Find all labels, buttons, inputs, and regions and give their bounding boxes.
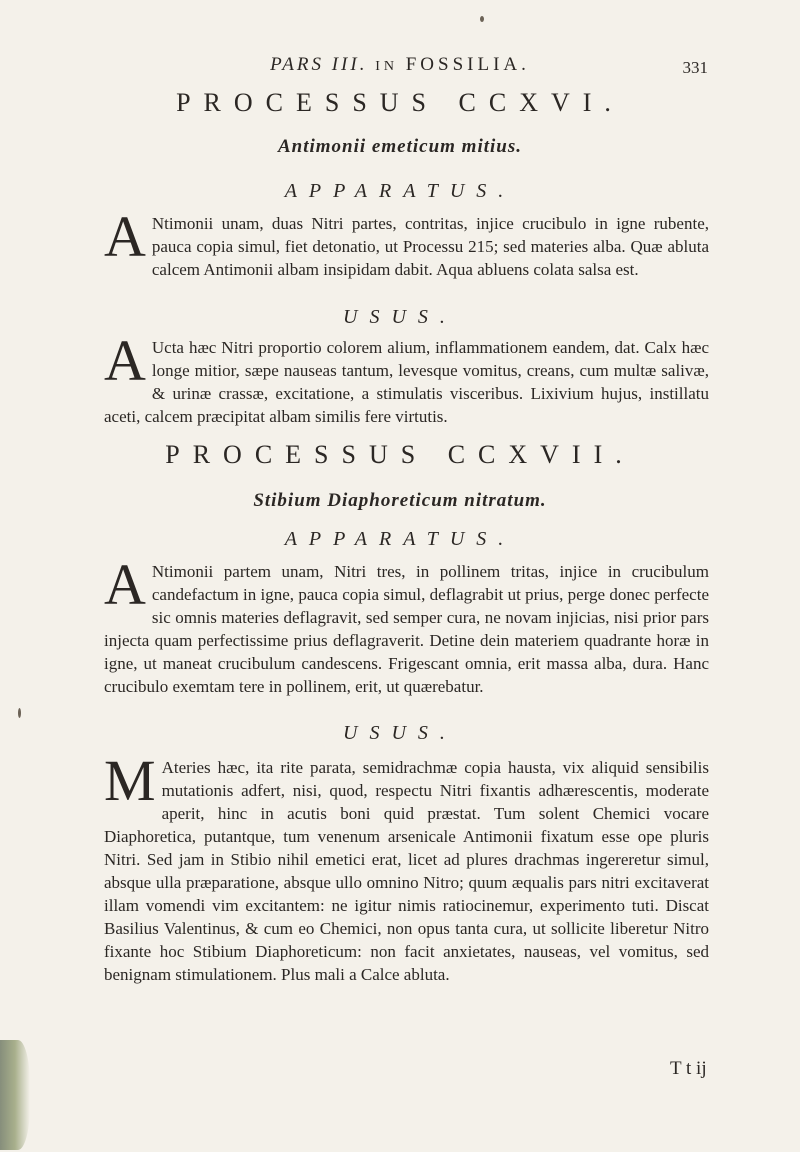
apparatus-paragraph — [104, 552, 709, 698]
paragraph-text: Ucta hæc Nitri proportio colorem alium, inflammationem eandem, dat. Calx hæc longe mitior, sæpe nauseas tantum, levesque vomitus, creans, cum multæ salivæ, & urinæ crassæ, excitatione, a stimulatis visceribus. Lixivium hujus, instillatu aceti, calcem præcipitat albam similis fere virtutis. — [104, 338, 709, 426]
process-subtitle: Stibium Diaphoreticum nitratum. — [253, 490, 547, 511]
paragraph-text: Ateries hæc, ita rite parata, semidrachmæ copia hausta, vix aliquid sensibilis mutationis adfert, nisi, quod, respectu Nitri fixantis adhærescentis, moderate aperit, hinc in acutis boni quid præstat. Tum solent Chemici vocare Diaphoretica, putantque, tum venenum arsenicale Antimonii fixatum esse ope pluris Nitri. Sed jam in Stibio nihil emetici erat, licet ad plures drachmas ingereretur simul, absque ulla præparatione, absque ullo omnino Nitro; quum æqualis pars nitri excitaverat illam vomendi vim excitantem: ne igitur nimis ratiocinemur, experimento tuti. Discat Basilius Valentinus, & cum eo Chemici, non opus tanta cura, ut sollicite liberetur Nitro fixante hoc Stibium Diaphoreticum: non facit anxietates, nauseas, vel vomitus, sed benignam stimulationem. Plus mali a Calce abluta. — [104, 758, 709, 984]
ink-fleck — [480, 16, 484, 22]
paragraph-text: Ntimonii partem unam, Nitri tres, in pollinem tritas, injice in crucibulum candefactum in igne, pauca copia simul, deflagrabit ut prius, perge donec perfecte sic omnis materies deflagravit, sed semper cura, ne novam injicias, nisi prior pars injecta quam perfectissime prius deflagraverit. Detine dein materiem quadrante horæ in igne, ut maneat crucibulum candescens. Frigescant omnia, erit massa alba, dura. Hanc crucibulo exemtam tere in pollinem, erit, ut quærebatur. — [104, 562, 709, 696]
process-subtitle: Antimonii emeticum mitius. — [277, 136, 522, 157]
ink-fleck — [18, 708, 21, 718]
usus-paragraph — [104, 328, 709, 428]
page-number: 331 — [682, 58, 708, 77]
process-heading: PROCESSUS CCXVII. — [165, 440, 635, 469]
process-heading: PROCESSUS CCXVI. — [176, 88, 624, 117]
running-head-prefix: PARS III. — [270, 54, 368, 75]
apparatus-label: APPARATUS. — [284, 528, 516, 550]
drop-cap: A — [104, 204, 146, 269]
drop-cap: M — [104, 748, 156, 813]
usus-paragraph — [104, 748, 709, 986]
drop-cap: A — [104, 328, 146, 393]
usus-label: USUS. — [343, 722, 457, 744]
usus-label: USUS. — [343, 306, 457, 328]
running-head-middle: IN — [375, 59, 398, 74]
running-head-suffix: FOSSILIA. — [405, 54, 530, 75]
apparatus-paragraph — [104, 204, 709, 281]
running-head — [0, 54, 800, 76]
paragraph-text: Ntimonii unam, duas Nitri partes, contritas, injice crucibulo in igne rubente, pauca copia simul, fiet detonatio, ut Processu 215; sed materies alba. Quæ abluta calcem Antimonii albam insipidam dabit. Aqua abluens colata salsa est. — [151, 214, 709, 279]
page-stain — [0, 1040, 30, 1150]
apparatus-label: APPARATUS. — [284, 180, 516, 202]
signature-mark: T t ij — [670, 1058, 707, 1079]
drop-cap: A — [104, 552, 146, 617]
